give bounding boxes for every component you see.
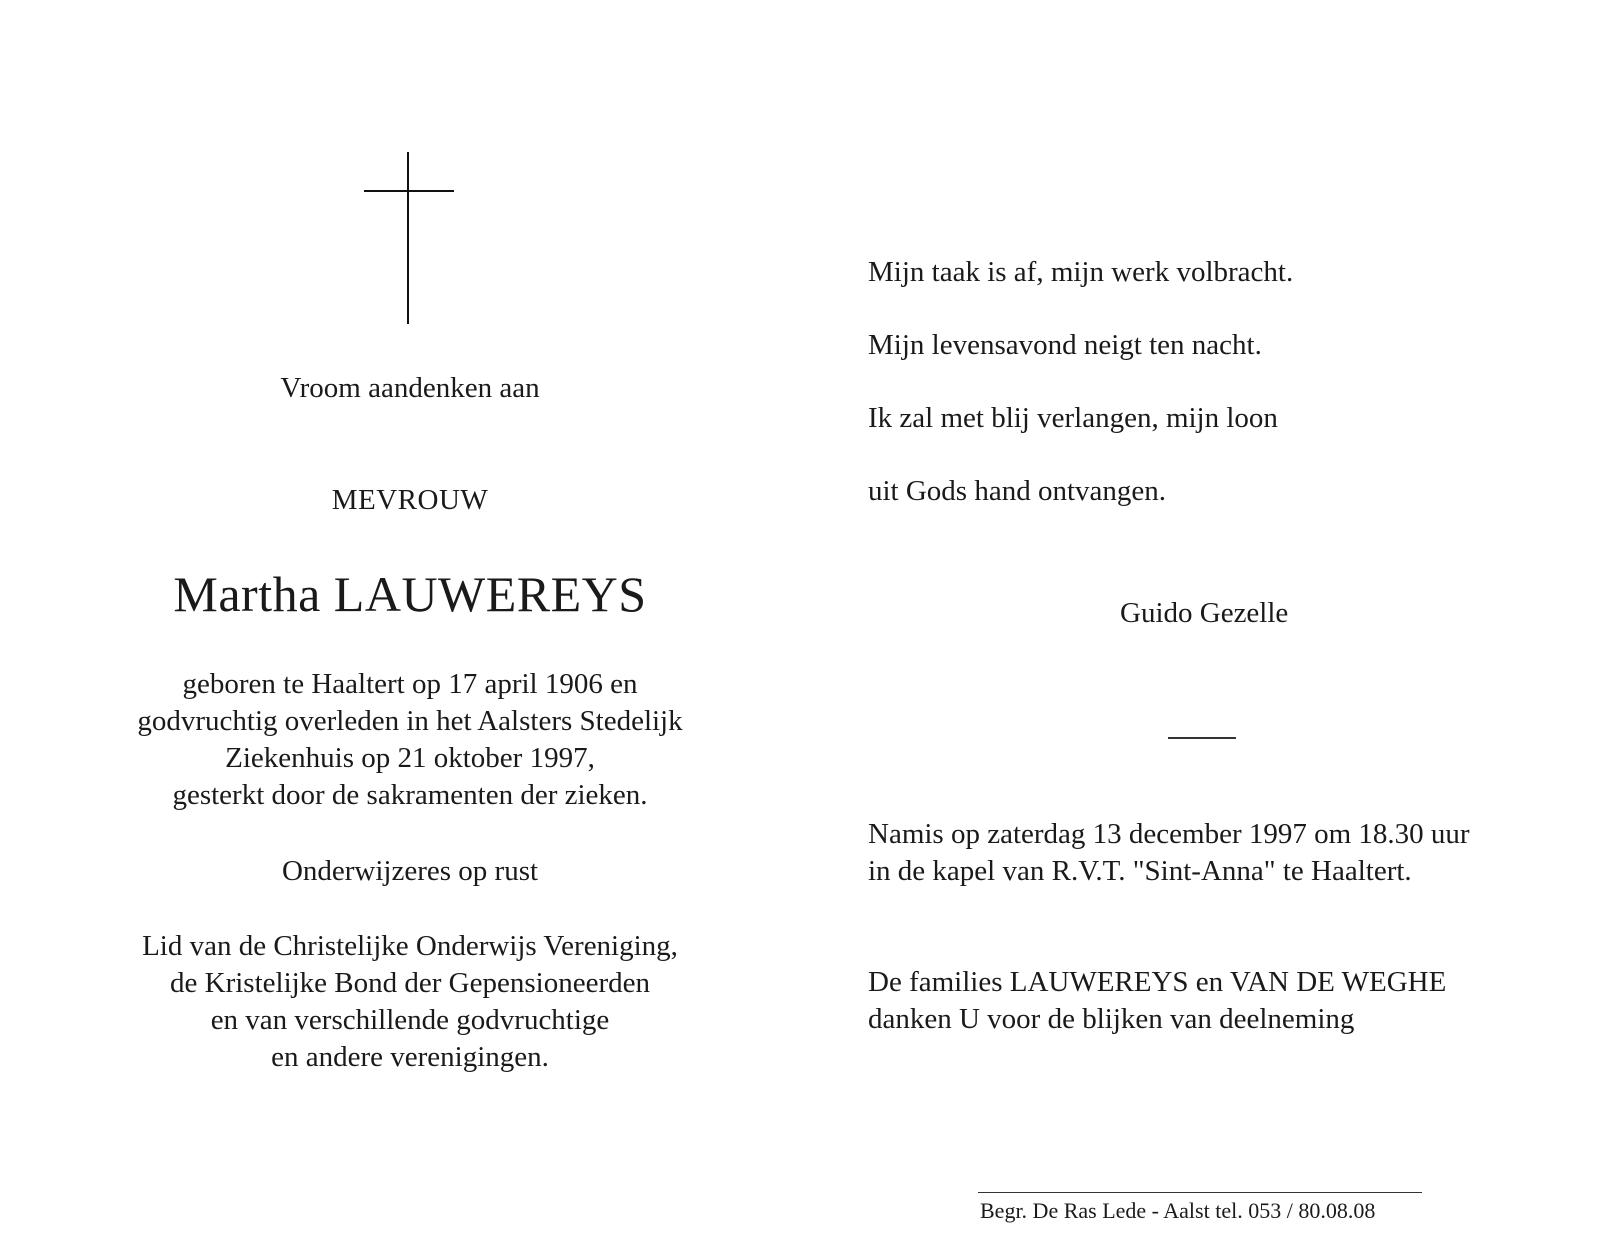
bio-line: godvruchtig overleden in het Aalsters Stedelijk (137, 705, 683, 737)
cross-vertical-bar (407, 152, 409, 324)
cross-horizontal-bar (364, 190, 454, 192)
bio-line: geboren te Haaltert op 17 april 1906 en (182, 668, 638, 700)
thanks-line: danken U voor de blijken van deelneming (868, 1003, 1355, 1035)
mass-announcement (868, 816, 1568, 890)
membership-line: en andere verenigingen. (271, 1041, 549, 1073)
poem-author: Guido Gezelle (1120, 597, 1289, 629)
membership-line: Lid van de Christelijke Onderwijs Vereniging, (142, 930, 678, 962)
poem-line: Ik zal met blij verlangen, mijn loon (868, 402, 1278, 434)
mass-line: in de kapel van R.V.T. "Sint-Anna" te Haaltert. (868, 855, 1412, 887)
poem-line: Mijn taak is af, mijn werk volbracht. (868, 256, 1294, 288)
profession-text: Onderwijzeres op rust (281, 855, 539, 887)
intro-text: Vroom aandenken aan (280, 372, 540, 404)
biography-block (90, 666, 730, 814)
membership-block (90, 928, 730, 1076)
honorific-title: MEVROUW (331, 484, 489, 516)
membership-line: de Kristelijke Bond der Gepensioneerden (170, 967, 650, 999)
deceased-name: Martha LAUWEREYS (173, 566, 647, 622)
poem-line: Mijn levensavond neigt ten nacht. (868, 329, 1262, 361)
membership-line: en van verschillende godvruchtige (210, 1004, 610, 1036)
printer-credit: Begr. De Ras Lede - Aalst tel. 053 / 80.08.08 (980, 1198, 1376, 1223)
thanks-block (868, 964, 1568, 1038)
bio-line: gesterkt door de sakramenten der zieken. (172, 779, 648, 811)
thanks-line: De families LAUWEREYS en VAN DE WEGHE (868, 966, 1447, 998)
mass-line: Namis op zaterdag 13 december 1997 om 18.30 uur (868, 818, 1470, 850)
cross-icon (364, 152, 454, 324)
bio-line: Ziekenhuis op 21 oktober 1997, (225, 742, 595, 774)
divider (1168, 737, 1236, 739)
printer-rule (978, 1192, 1422, 1193)
poem-line: uit Gods hand ontvangen. (868, 475, 1167, 507)
